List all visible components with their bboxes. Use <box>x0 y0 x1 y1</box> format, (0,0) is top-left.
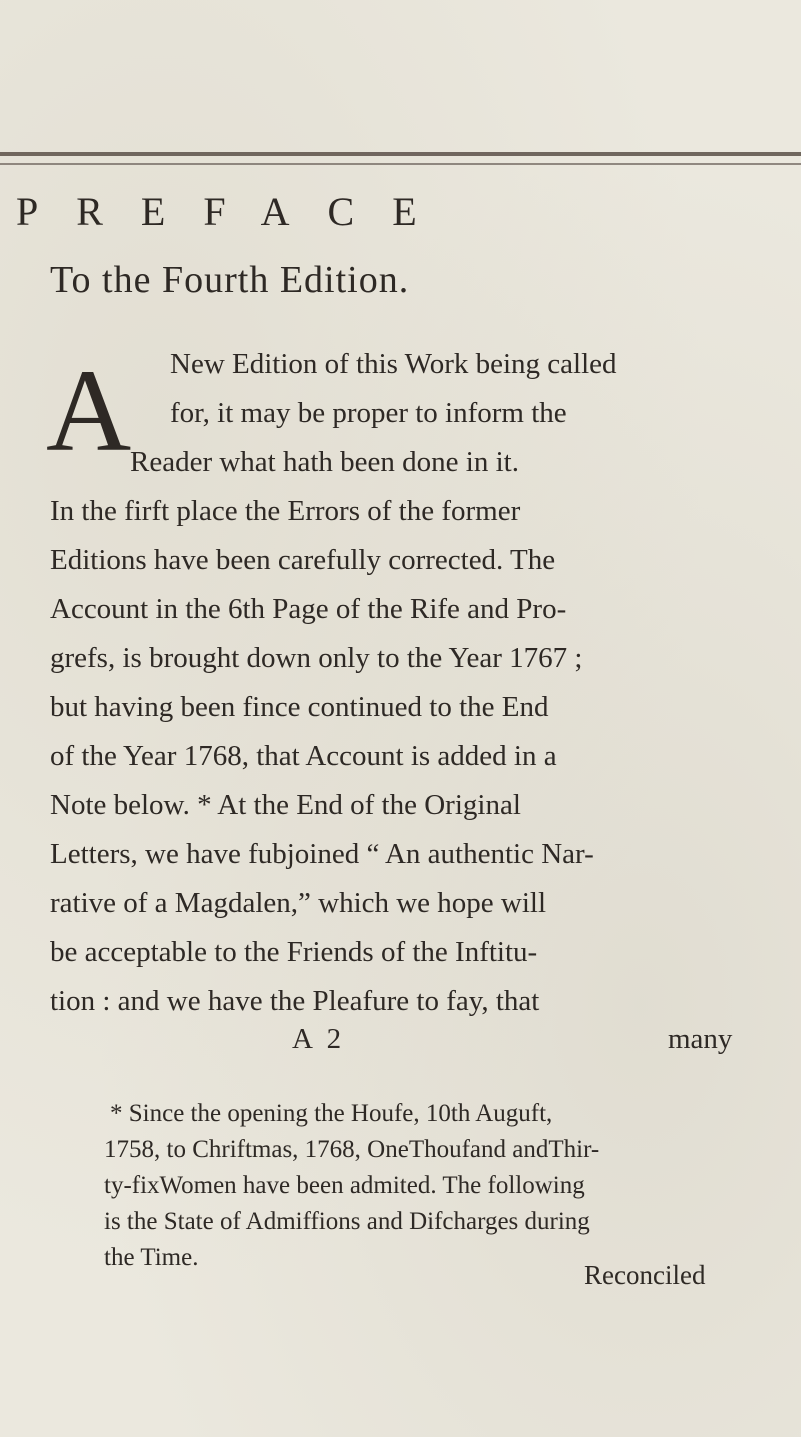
body-line: Note below. * At the End of the Original <box>50 789 521 821</box>
body-line: but having been fince continued to the End <box>50 691 549 723</box>
body-line: Account in the 6th Page of the Rife and Pro- <box>50 593 567 625</box>
body-line: rative of a Magdalen,” which we hope will <box>50 887 547 919</box>
footnote-line: the Time. <box>104 1244 199 1271</box>
header-rule-thin <box>0 163 801 165</box>
body-line: grefs, is brought down only to the Year 1767 ; <box>50 642 583 674</box>
header-rule-thick <box>0 152 801 156</box>
footnote-line: * Since the opening the Houfe, 10th Auguft, <box>110 1100 553 1127</box>
drop-cap: A <box>46 345 132 476</box>
catchword: many <box>668 1023 733 1055</box>
body-line: New Edition of this Work being called <box>170 348 617 380</box>
body-line: of the Year 1768, that Account is added in a <box>50 740 557 772</box>
body-line: Letters, we have fubjoined “ An authentic Nar- <box>50 838 594 870</box>
body-line: be acceptable to the Friends of the Inftitu- <box>50 936 538 968</box>
signature-mark: A 2 <box>292 1023 346 1055</box>
body-line: Reader what hath been done in it. <box>130 446 519 478</box>
body-text <box>50 340 780 1026</box>
footnote <box>104 1096 784 1276</box>
body-line: tion : and we have the Pleafure to fay, that <box>50 985 540 1017</box>
body-line: Editions have been carefully corrected. The <box>50 544 556 576</box>
footnote-line: 1758, to Chriftmas, 1768, OneThoufand andThir- <box>104 1136 600 1163</box>
footnote-line: is the State of Admiffions and Difcharges during <box>104 1208 590 1235</box>
footnote-line: ty-fixWomen have been admited. The following <box>104 1172 585 1199</box>
page-title: PREFACE <box>16 189 455 234</box>
body-line: for, it may be proper to inform the <box>170 397 567 429</box>
catchword-bottom: Reconciled <box>584 1260 706 1290</box>
body-line: In the firft place the Errors of the former <box>50 495 521 527</box>
page-subtitle: To the Fourth Edition. <box>50 259 410 301</box>
